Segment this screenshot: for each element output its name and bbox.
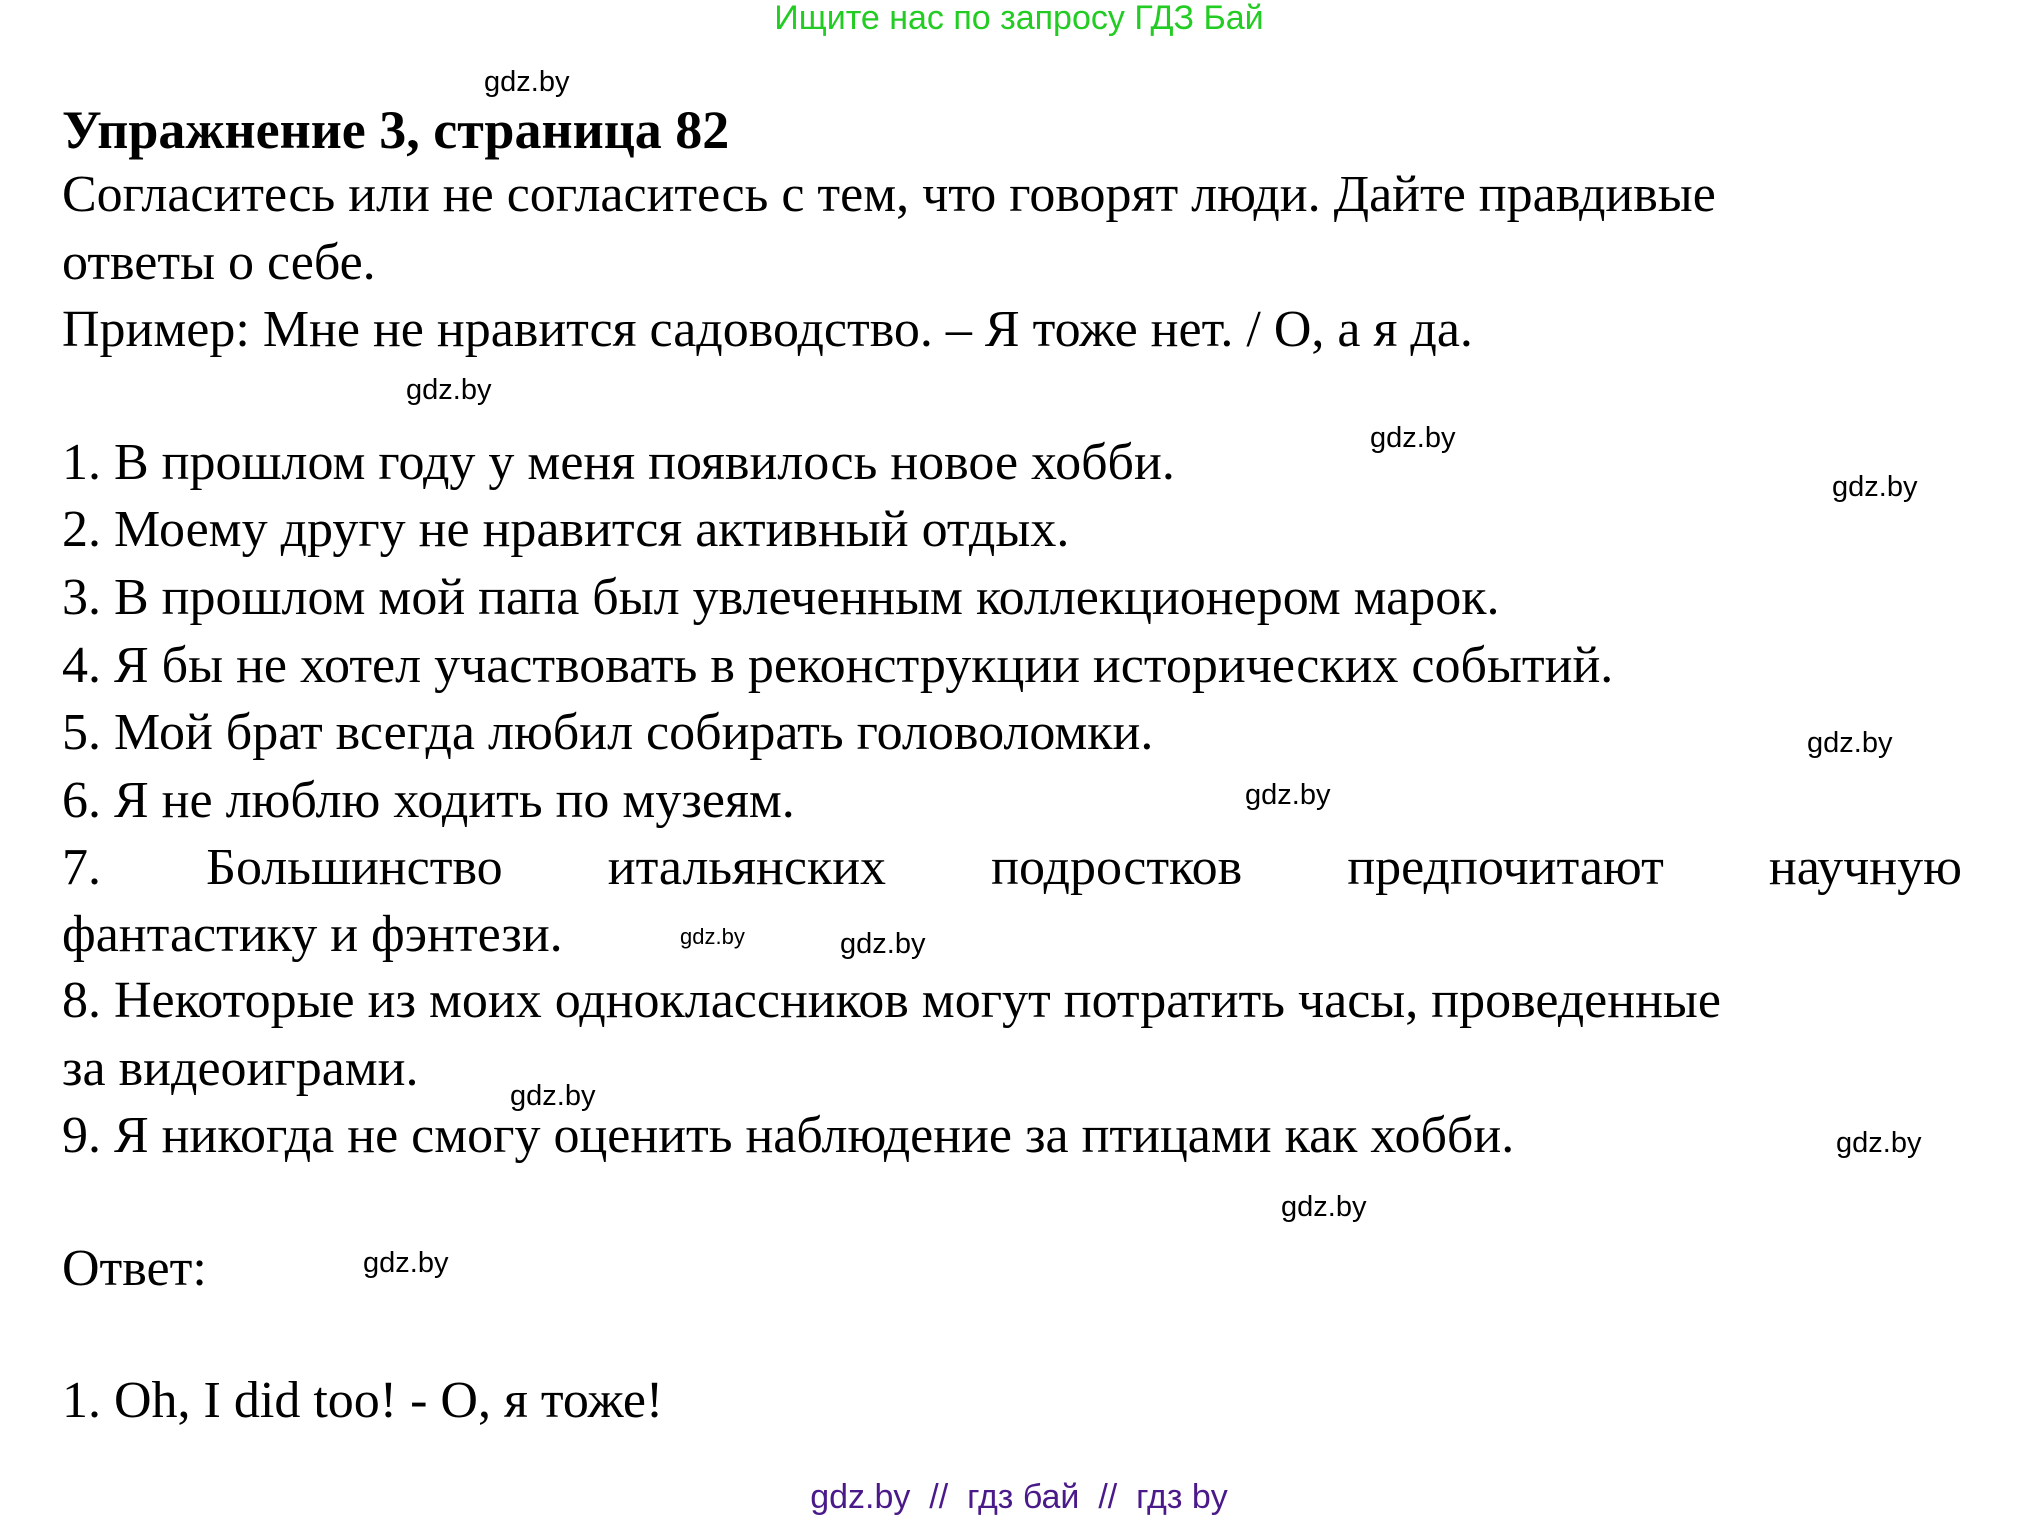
watermark: gdz.by bbox=[1281, 1191, 1367, 1223]
watermark: gdz.by bbox=[484, 66, 570, 98]
list-item: 8. Некоторые из моих одноклассников могут потратить часы, проведенные bbox=[62, 972, 1721, 1029]
example-line: Пример: Мне не нравится садоводство. – Я тоже нет. / О, а я да. bbox=[62, 301, 1473, 358]
list-item: 6. Я не люблю ходить по музеям. bbox=[62, 772, 795, 829]
watermark: gdz.by bbox=[1370, 422, 1456, 454]
list-item: 9. Я никогда не смогу оценить наблюдение за птицами как хобби. bbox=[62, 1107, 1515, 1164]
list-item: 3. В прошлом мой папа был увлеченным коллекционером марок. bbox=[62, 569, 1500, 626]
list-item: 2. Моему другу не нравится активный отдых. bbox=[62, 501, 1070, 558]
instruction-line: Согласитесь или не согласитесь с тем, что говорят люди. Дайте правдивые bbox=[62, 166, 1716, 223]
answer-item: 1. Oh, I did too! - O, я тоже! bbox=[62, 1372, 664, 1429]
search-banner: Ищите нас по запросу ГДЗ Бай bbox=[774, 0, 1264, 37]
list-item: 5. Мой брат всегда любил собирать головоломки. bbox=[62, 704, 1154, 761]
answer-label: Ответ: bbox=[62, 1240, 207, 1297]
watermark: gdz.by bbox=[363, 1247, 449, 1279]
watermark: gdz.by bbox=[406, 374, 492, 406]
exercise-title: Упражнение 3, страница 82 bbox=[62, 100, 730, 160]
watermark: gdz.by bbox=[510, 1080, 596, 1112]
list-item: 4. Я бы не хотел участвовать в реконструкции исторических событий. bbox=[62, 637, 1614, 694]
list-item: 1. В прошлом году у меня появилось новое хобби. bbox=[62, 434, 1175, 491]
watermark: gdz.by bbox=[1836, 1127, 1922, 1159]
list-item-continuation: за видеоиграми. bbox=[62, 1040, 419, 1097]
watermark: gdz.by bbox=[1832, 471, 1918, 503]
list-item-continuation: фантастику и фэнтези. bbox=[62, 906, 563, 963]
watermark: gdz.by bbox=[1807, 727, 1893, 759]
watermark: gdz.by bbox=[840, 928, 926, 960]
watermark: gdz.by bbox=[1245, 779, 1331, 811]
list-item: 7. Большинство итальянских подростков предпочитают научную bbox=[62, 839, 1962, 896]
instruction-line: ответы о себе. bbox=[62, 234, 376, 291]
watermark: gdz.by bbox=[680, 924, 745, 949]
footer-links: gdz.by // гдз бай // гдз by bbox=[810, 1478, 1228, 1516]
